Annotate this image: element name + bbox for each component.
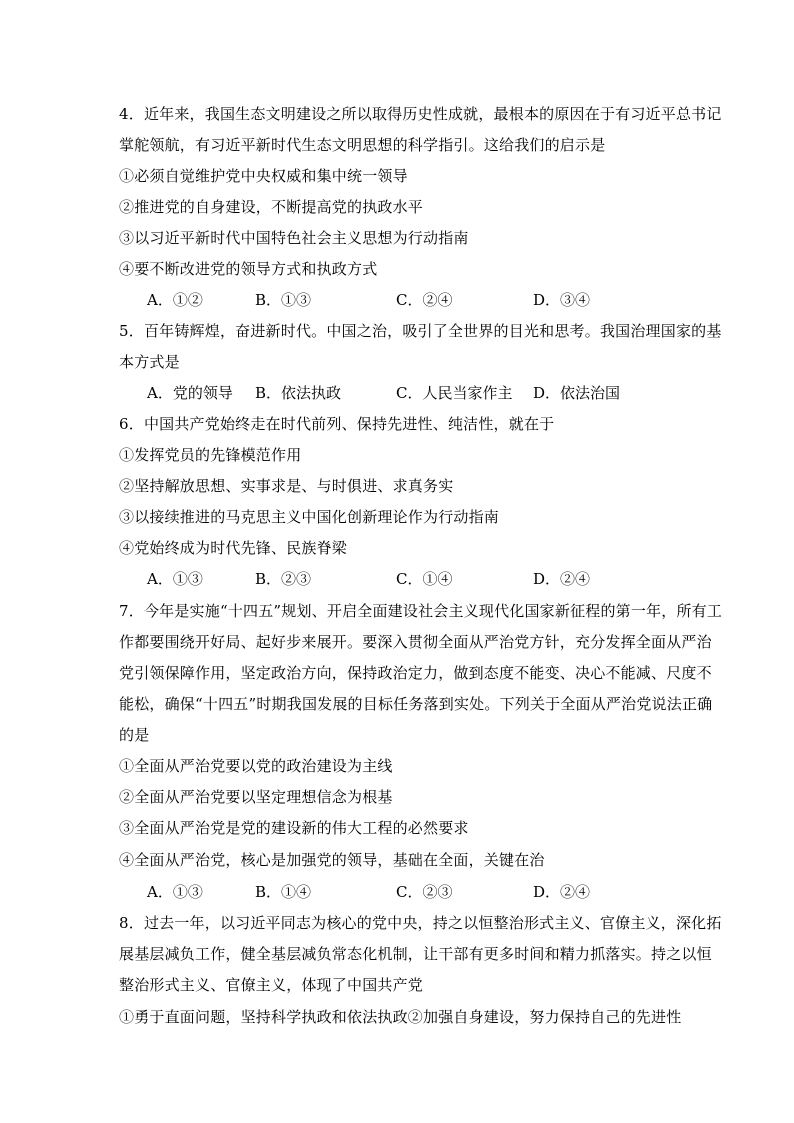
question-6-stem-line-1: 6．中国共产党始终走在时代前列、保持先进性、纯洁性，就在于 xyxy=(119,415,555,433)
option-c: C．①④ xyxy=(396,570,453,588)
question-6-statement-2: ②坚持解放思想、实事求是、与时俱进、求真务实 xyxy=(119,477,454,495)
question-6-options xyxy=(147,569,667,589)
question-4-statement-2: ②推进党的自身建设，不断提高党的执政水平 xyxy=(119,198,424,216)
option-d: D．②④ xyxy=(533,883,591,901)
question-7-stem-line-5: 的是 xyxy=(119,726,150,744)
question-8-stem-line-2: 展基层减负工作，健全基层减负常态化机制，让干部有更多时间和精力抓落实。持之以恒 xyxy=(119,945,712,963)
question-5-stem-line-1: 5．百年铸辉煌，奋进新时代。中国之治，吸引了全世界的目光和思考。我国治理国家的基 xyxy=(119,322,722,340)
option-a: A．党的领导 xyxy=(147,384,233,402)
option-b: B．①④ xyxy=(255,883,312,901)
question-7-stem-line-4: 能松，确保“十四五”时期我国发展的目标任务落到实处。下列关于全面从严治党说法正确 xyxy=(119,695,713,713)
option-d: D．依法治国 xyxy=(533,384,621,402)
question-5-options xyxy=(147,383,667,403)
question-6-statement-4: ④党始终成为时代先锋、民族脊梁 xyxy=(119,539,348,557)
question-4-statement-1: ①必须自觉维护党中央权威和集中统一领导 xyxy=(119,167,408,185)
question-4-statement-3: ③以习近平新时代中国特色社会主义思想为行动指南 xyxy=(119,229,469,247)
option-b: B．②③ xyxy=(255,570,312,588)
question-7-stem-line-2: 作都要围绕开好局、起好步来展开。要深入贯彻全面从严治党方针，充分发挥全面从严治 xyxy=(119,633,712,651)
question-6-statement-1: ①发挥党员的先锋模范作用 xyxy=(119,446,302,464)
question-7-statement-2: ②全面从严治党要以坚定理想信念为根基 xyxy=(119,788,393,806)
option-d: D．③④ xyxy=(533,291,591,309)
question-7-statement-4: ④全面从严治党，核心是加强党的领导，基础在全面，关键在治 xyxy=(119,851,545,869)
question-4-options xyxy=(147,290,667,310)
option-c: C．②③ xyxy=(396,883,453,901)
option-a: A．①③ xyxy=(147,570,203,588)
question-4-stem-line-2: 掌舵领航，有习近平新时代生态文明思想的科学指引。这给我们的启示是 xyxy=(119,136,606,154)
option-a: A．①③ xyxy=(147,883,203,901)
option-b: B．①③ xyxy=(255,291,312,309)
question-8-stem-line-1: 8．过去一年，以习近平同志为核心的党中央，持之以恒整治形式主义、官僚主义，深化拓 xyxy=(119,914,722,932)
option-b: B．依法执政 xyxy=(255,384,342,402)
option-a: A．①② xyxy=(147,291,203,309)
question-8-statement-1: ①勇于直面问题，坚持科学执政和依法执政②加强自身建设，努力保持自己的先进性 xyxy=(119,1008,682,1026)
question-7-statement-1: ①全面从严治党要以党的政治建设为主线 xyxy=(119,757,393,775)
question-4-statement-4: ④要不断改进党的领导方式和执政方式 xyxy=(119,260,378,278)
question-4-stem-line-1: 4．近年来，我国生态文明建设之所以取得历史性成就，最根本的原因在于有习近平总书记 xyxy=(119,105,722,123)
question-7-stem-line-1: 7．今年是实施“十四五”规划、开启全面建设社会主义现代化国家新征程的第一年，所有工 xyxy=(119,602,723,620)
option-d: D．②④ xyxy=(533,570,591,588)
question-8-stem-line-3: 整治形式主义、官僚主义，体现了中国共产党 xyxy=(119,976,424,994)
question-7-options xyxy=(147,882,667,902)
option-c: C．人民当家作主 xyxy=(396,384,513,402)
question-5-stem-line-2: 本方式是 xyxy=(119,353,180,371)
question-7-stem-line-3: 党引领保障作用，坚定政治方向，保持政治定力，做到态度不能变、决心不能减、尺度不 xyxy=(119,664,712,682)
option-c: C．②④ xyxy=(396,291,453,309)
question-7-statement-3: ③全面从严治党是党的建设新的伟大工程的必然要求 xyxy=(119,819,469,837)
question-6-statement-3: ③以接续推进的马克思主义中国化创新理论作为行动指南 xyxy=(119,508,500,526)
